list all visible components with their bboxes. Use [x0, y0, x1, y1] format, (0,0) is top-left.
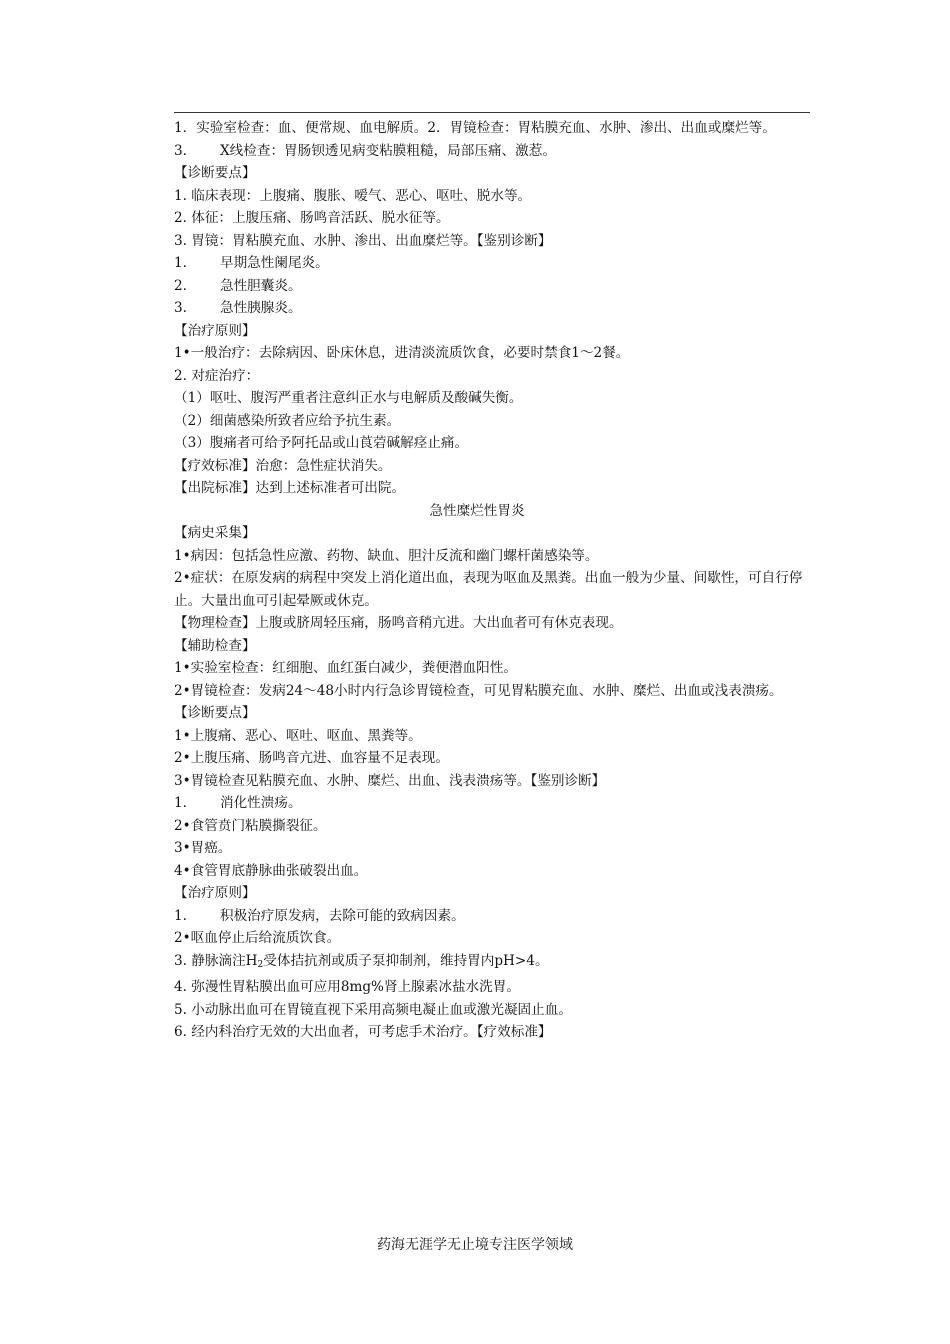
text-line: 4•食管胃底静脉曲张破裂出血。 — [174, 862, 368, 879]
text-line: 1•一般治疗：去除病因、卧床休息，进清淡流质饮食，必要时禁食1〜2餐。 — [174, 345, 630, 361]
text-line: 1•病因：包括急性应激、药物、缺血、胆汁反流和幽门螺杆菌感染等。 — [174, 547, 599, 564]
section-heading: 【诊断要点】 — [174, 165, 256, 181]
text-line: 1. 积极治疗原发病，去除可能的致病因素。 — [174, 907, 465, 924]
text-line: 3. 急性胰腺炎。 — [174, 300, 302, 316]
text-line: 【疗效标准】治愈：急性症状消失。 — [174, 457, 392, 474]
text-line: 2•胃镜检查：发病24〜48小时内行急诊胃镜检查，可见胃粘膜充血、水肿、糜烂、出血或浅表溃疡。 — [174, 682, 783, 699]
page-footer: 药海无涯学无止境专注医学领域 — [377, 1237, 573, 1253]
text-line: 1•上腹痛、恶心、呕吐、呕血、黑粪等。 — [174, 727, 422, 744]
text-line: 【物理检查】上腹或脐周轻压痛，肠鸣音稍亢进。大出血者可有休克表现。 — [174, 615, 623, 631]
text-line: 1．实验室检查：血、便常规、血电解质。2．胃镜检查：胃粘膜充血、水肿、渗出、出血或糜烂等。 — [174, 120, 776, 136]
section-heading: 【病史采集】 — [174, 525, 256, 541]
section-heading: 【诊断要点】 — [174, 705, 256, 721]
text-line: 【出院标准】达到上述标准者可出院。 — [174, 480, 406, 496]
text-line: 3. 静脉滴注$H_2$受体拮抗剂或质子泵抑制剂，维持胃内pH>4。 — [174, 952, 549, 970]
text-line: 2•呕血停止后给流质饮食。 — [174, 930, 341, 946]
text-line: 4. 弥漫性胃粘膜出血可应用8mg%肾上腺素冰盐水洗胃。 — [174, 979, 520, 995]
text-line: （2）细菌感染所致者应给予抗生素。 — [174, 412, 401, 429]
header-rule — [174, 112, 810, 113]
text-line: 5. 小动脉出血可在胃镜直视下采用高频电凝止血或激光凝固止血。 — [174, 1001, 572, 1018]
text-line: 2•食管贲门粘膜撕裂征。 — [174, 817, 327, 834]
text-line: 3•胃癌。 — [174, 840, 232, 856]
document-body — [141, 117, 813, 1044]
text-line: 1. 消化性溃疡。 — [174, 795, 302, 811]
text-line: （3）腹痛者可给予阿托品或山莨菪碱解痉止痛。 — [174, 435, 469, 451]
text-line: （1）呕吐、腹泻严重者注意纠正水与电解质及酸碱失衡。 — [174, 390, 523, 406]
text-line: 1. 临床表现：上腹痛、腹胀、嗳气、恶心、呕吐、脱水等。 — [174, 187, 532, 204]
text-line: 3•胃镜检查见粘膜充血、水肿、糜烂、出血、浅表溃疡等。【鉴别诊断】 — [174, 772, 606, 789]
text-line: 2. 对症治疗： — [174, 367, 260, 384]
text-line: 2. 体征：上腹压痛、肠鸣音活跃、脱水征等。 — [174, 210, 450, 226]
text-line: 3. X线检查：胃肠钡透见病变粘膜粗糙，局部压痛、激惹。 — [174, 142, 556, 159]
text-line: 2. 急性胆囊炎。 — [174, 277, 302, 294]
text-line: 1. 早期急性阑尾炎。 — [174, 255, 329, 271]
section-title: 急性糜烂性胃炎 — [429, 502, 525, 519]
text-line: 1•实验室检查：红细胞、血红蛋白减少，粪便潜血阳性。 — [174, 660, 517, 676]
text-line: 2•症状：在原发病的病程中突发上消化道出血，表现为呕血及黑粪。出血一般为少量、间歇性，可自行停止。大量出血可引起晕厥或休克。 — [174, 570, 803, 609]
section-heading: 【治疗原则】 — [174, 322, 256, 339]
text-line: 2•上腹压痛、肠鸣音亢进、血容量不足表现。 — [174, 750, 449, 766]
text-line: 3. 胃镜：胃粘膜充血、水肿、渗出、出血糜烂等。【鉴别诊断】 — [174, 232, 552, 249]
section-heading: 【辅助检查】 — [174, 637, 256, 654]
section-heading: 【治疗原则】 — [174, 885, 256, 901]
text-line: 6. 经内科治疗无效的大出血者，可考虑手术治疗。【疗效标准】 — [174, 1024, 552, 1040]
